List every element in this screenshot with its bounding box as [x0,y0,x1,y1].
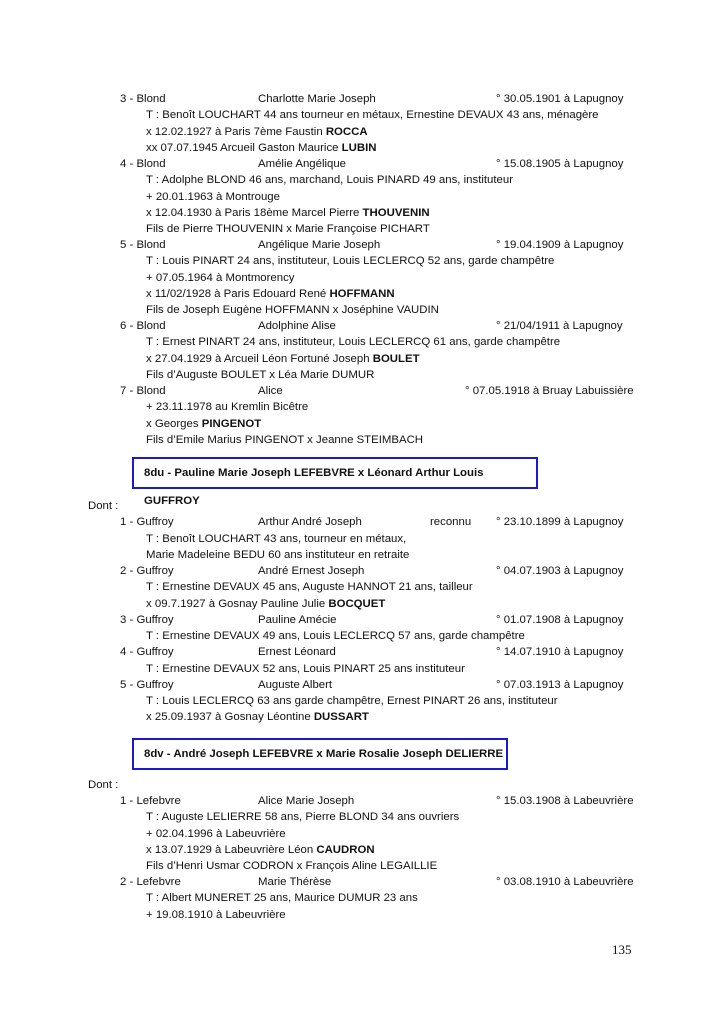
entry-name: Alice Marie Joseph [258,795,355,807]
page-number: 135 [612,942,632,957]
entry-birth: ° 21/04/1911 à Lapugnoy [496,320,623,332]
entry-name: André Ernest Joseph [258,565,365,577]
entry-name: Alice [258,385,283,397]
spouse-surname: LUBIN [341,142,377,154]
entry-birth: ° 15.08.1905 à Lapugnoy [496,158,624,170]
spouse-surname: HOFFMANN [329,288,395,300]
entry-birth: ° 19.04.1909 à Lapugnoy [496,239,624,251]
entry-birth: ° 03.08.1910 à Labeuvrière [496,876,634,888]
entry-number: 1 - Guffroy [120,516,174,528]
section-heading-8du: 8du - Pauline Marie Joseph LEFEBVRE x Léonard Arthur Louis GUFFROY [132,457,538,489]
entry-number: 5 - Blond [120,239,166,251]
entry-number: 3 - Blond [120,93,166,105]
spouse-surname: THOUVENIN [362,207,430,219]
entry-birth: ° 30.05.1901 à Lapugnoy [496,93,624,105]
entry-note: reconnu [430,516,472,528]
entry-number: 4 - Blond [120,158,166,170]
dont-label: Dont : [88,779,119,791]
section-heading-8dv: 8dv - André Joseph LEFEBVRE x Marie Rosalie Joseph DELIERRE [132,738,508,770]
entry-number: 4 - Guffroy [120,646,174,658]
entry-name: Charlotte Marie Joseph [258,93,376,105]
entry-birth: ° 23.10.1899 à Lapugnoy [496,516,624,528]
spouse-surname: CAUDRON [316,844,375,856]
spouse-surname: ROCCA [325,126,368,138]
entry-name: Auguste Albert [258,679,333,691]
entry-number: 2 - Lefebvre [120,876,181,888]
spouse-surname: DUSSART [313,711,369,723]
entry-name: Marie Thérèse [258,876,332,888]
entry-number: 7 - Blond [120,385,166,397]
spouse-surname: BOCQUET [328,598,386,610]
entry-name: Amélie Angélique [258,158,347,170]
entry-name: Adolphine Alise [258,320,336,332]
entry-number: 3 - Guffroy [120,614,174,626]
entry-number: 5 - Guffroy [120,679,174,691]
dont-label: Dont : [88,500,119,512]
entry-birth: ° 14.07.1910 à Lapugnoy [496,646,624,658]
spouse-surname: PINGENOT [201,418,262,430]
entry-name: Angélique Marie Joseph [258,239,381,251]
entry-name: Arthur André Joseph [258,516,362,528]
entry-number: 6 - Blond [120,320,166,332]
spouse-surname: BOULET [372,353,420,365]
entry-birth: ° 07.05.1918 à Bruay Labuissière [465,385,634,397]
document-page: 3 - Blond Charlotte Marie Joseph ° 30.05.1901 à Lapugnoy T : Benoît LOUCHART 44 ans tourneur en métaux, Ernestine DEVAUX 43 ans, ménagère x 12.02.1927 à Paris 7ème Faustin ROCCA xx 07.07.1945 Arcueil Gaston Maurice LUBIN 4 - Blond Amélie Angélique ° 15.08.1905 à Lapugnoy T : Adolphe BLOND 46 ans, marchand, Louis PINARD 49 ans, instituteur + 20.01.1963 à Montrouge x 12.04.1930 à Paris 18ème Marcel Pierre THOUVENIN Fils de Pierre THOUVENIN x Marie Françoise PICHART 5 - Blond Angélique Marie Joseph ° 19.04.1909 à Lapugnoy T : Louis PINART 24 ans, instituteur, Louis LECLERCQ 52 ans, garde champêtre + 07.05.1964 à Montmorency x 11/02/1928 à Paris Edouard René HOFFMANN Fils de Joseph Eugène HOFFMANN x Joséphine VAUDIN 6 - Blond Adolphine Alise ° 21/04/1911 à Lapugnoy T : Ernest PINART 24 ans, instituteur, Louis LECLERCQ 61 ans, garde champêtre x 27.04.1929 à Arcueil Léon Fortuné Joseph BOULET Fils d’Auguste BOULET x Léa Marie DUMUR 7 - Blond Alice ° 07.05.1918 à Bruay Labuissière + 23.11.1978 au Kremlin Bicêtre x Georges PINGENOT Fils d’Emile Marius PINGENOT x Jeanne STEIMBACH 8du - Pauline Marie Joseph LEFEBVRE x Léonard Arthur Louis GUFFROY Dont : 1 - Guffroy Arthur André Joseph reconnu ° 23.10.1899 à Lapugnoy T : Benoît LOUCHART 43 ans, tourneur en métaux, Marie Madeleine BEDU 60 ans instituteur en retraite 2 - Guffroy André Ernest Joseph ° 04.07.1903 à Lapugnoy T : Ernestine DEVAUX 45 ans, Auguste HANNOT 21 ans, tailleur x 09.7.1927 à Gosnay Pauline Julie BOCQUET 3 - Guffroy Pauline Amécie ° 01.07.1908 à Lapugnoy T : Ernestine DEVAUX 49 ans, Louis LECLERCQ 57 ans, garde champêtre 4 - Guffroy Ernest Léonard ° 14.07.1910 à Lapugnoy T : Ernestine DEVAUX 52 ans, Louis PINART 25 ans instituteur 5 - Guffroy Auguste Albert ° 07.03.1913 à Lapugnoy T : Louis LECLERCQ 63 ans garde champêtre, Ernest PINART 26 ans, instituteur x 25.09.1937 à Gosnay Léontine DUSSART 8dv - André Joseph LEFEBVRE x Marie Rosalie Joseph DELIERRE Dont : 1 - Lefebvre Alice Marie Joseph ° 15.03.1908 à Labeuvrière T : Auguste LELIERRE 58 ans, Pierre BLOND 34 ans ouvriers + 02.04.1996 à Labeuvrière x 13.07.1929 à Labeuvrière Léon CAUDRON Fils d’Henri Usmar CODRON x François Aline LEGAILLIE 2 - Lefebvre Marie Thérèse ° 03.08.1910 à Labeuvrière T : Albert MUNERET 25 ans, Maurice DUMUR 23 ans + 19.08.1910 à Labeuvrière 135 [88,93,634,957]
entry-number: 1 - Lefebvre [120,795,181,807]
entry-birth: ° 07.03.1913 à Lapugnoy [496,679,624,691]
entry-name: Pauline Amécie [258,614,337,626]
entry-number: 2 - Guffroy [120,565,174,577]
entry-birth: ° 15.03.1908 à Labeuvrière [496,795,634,807]
entry-birth: ° 01.07.1908 à Lapugnoy [496,614,624,626]
entry-birth: ° 04.07.1903 à Lapugnoy [496,565,624,577]
entry-name: Ernest Léonard [258,646,336,658]
